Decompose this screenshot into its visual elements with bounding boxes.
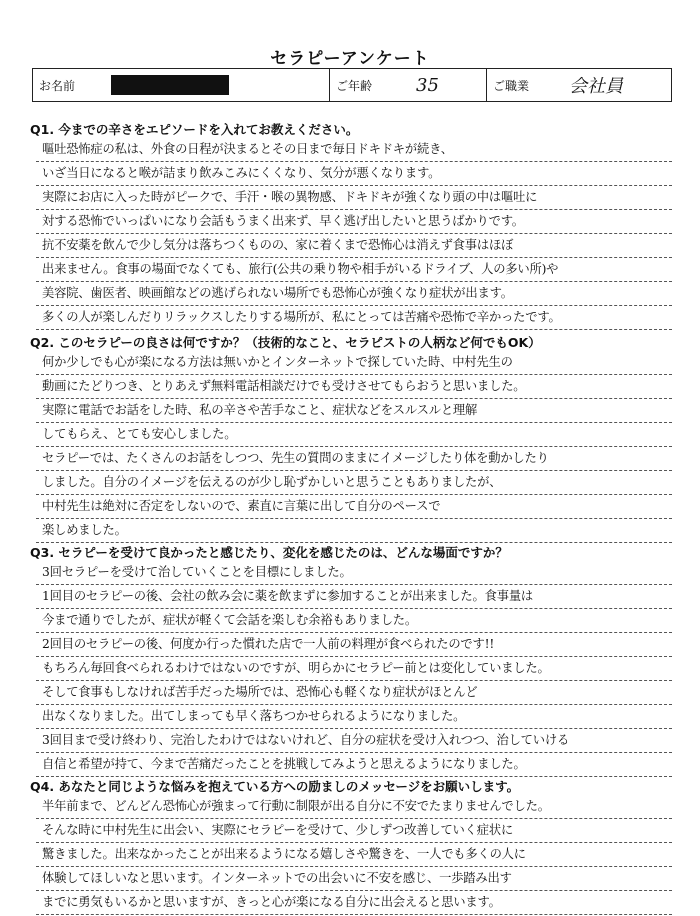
answer-line: 自信と希望が持て、今まで苦痛だったことを挑戦してみようと思えるようになりました。 [36,753,672,777]
name-redaction [111,75,229,95]
answer-2 [36,351,672,543]
answer-line: 出なくなりました。出てしまっても早く落ちつかせられるようになりました。 [36,705,672,729]
answer-line: 2回目のセラピーの後、何度か行った慣れた店で一人前の料理が食べられたのです!! [36,633,672,657]
answer-line: そして食事もしなければ苦手だった場所では、恐怖心も軽くなり症状がほとんど [36,681,672,705]
answer-line: 実際にお店に入った時がピークで、手汗・喉の異物感、ドキドキが強くなり頭の中は嘔吐に [36,186,672,210]
answer-line: 何か少しでも心が楽になる方法は無いかとインターネットで探していた時、中村先生の [36,351,672,375]
age-value: 35 [416,74,439,96]
question-4-label: Q4. あなたと同じような悩みを抱えている方への励ましのメッセージをお願いします。 [30,779,520,794]
answer-line: そんな時に中村先生に出会い、実際にセラピーを受けて、少しずつ改善していく症状に [36,819,672,843]
answer-line: 出来ません。食事の場面でなくても、旅行(公共の乗り物や相手がいるドライブ、人の多い所)や [36,258,672,282]
answer-line: 対する恐怖でいっぱいになり会話もうまく出来ず、早く逃げ出したいと思うばかりです。 [36,210,672,234]
answer-line: 体験してほしいなと思います。インターネットでの出会いに不安を感じ、一歩踏み出す [36,867,672,891]
job-value: 会社員 [569,76,623,97]
answer-4 [36,795,672,915]
name-value [101,69,329,101]
answer-line: 嘔吐恐怖症の私は、外食の日程が決まるとその日まで毎日ドキドキが続き、 [36,138,672,162]
answer-3 [36,561,672,777]
name-label: お名前 [39,78,76,93]
answer-line: 抗不安薬を飲んで少し気分は落ちつくものの、家に着くまで恐怖心は消えず食事はほぼ [36,234,672,258]
job-label: ご職業 [486,69,559,101]
answer-line: セラピーでは、たくさんのお話をしつつ、先生の質問のままにイメージしたり体を動かしたり [36,447,672,471]
age-label: ご年齢 [329,69,406,101]
answer-line: 驚きました。出来なかったことが出来るようになる嬉しさや驚きを、一人でも多くの人に [36,843,672,867]
question-2-label: Q2. このセラピーの良さは何ですか？（技術的なこと、セラピストの人柄など何でもOK） [30,335,541,350]
answer-line: もちろん毎回食べられるわけではないのですが、明らかにセラピー前とは変化していました。 [36,657,672,681]
answer-line: いざ当日になると喉が詰まり飲みこみにくくなり、気分が悪くなります。 [36,162,672,186]
answer-line: 美容院、歯医者、映画館などの逃げられない場所でも恐怖心が強くなり症状が出ます。 [36,282,672,306]
respondent-info-row [32,68,672,102]
answer-line: 多くの人が楽しんだりリラックスしたりする場所が、私にとっては苦痛や恐怖で辛かったです。 [36,306,672,330]
answer-line: 中村先生は絶対に否定をしないので、素直に言葉に出して自分のペースで [36,495,672,519]
form-title: セラピーアンケート [270,49,430,69]
answer-line: 3回目まで受け終わり、完治したわけではないけれど、自分の症状を受け入れつつ、治していける [36,729,672,753]
answer-line: 今まで通りでしたが、症状が軽くて会話を楽しむ余裕もありました。 [36,609,672,633]
answer-line: 1回目のセラピーの後、会社の飲み会に薬を飲まずに参加することが出来ました。食事量は [36,585,672,609]
answer-line: してもらえ、とても安心しました。 [36,423,672,447]
answer-line: しました。自分のイメージを伝えるのが少し恥ずかしいと思うこともありましたが、 [36,471,672,495]
answer-line: 3回セラピーを受けて治していくことを目標にしました。 [36,561,672,585]
answer-line: までに勇気もいるかと思いますが、きっと心が楽になる自分に出会えると思います。 [36,891,672,915]
answer-line: 楽しめました。 [36,519,672,543]
question-3-label: Q3. セラピーを受けて良かったと感じたり、変化を感じたのは、どんな場面ですか？ [30,545,508,560]
answer-line: 動画にたどりつき、とりあえず無料電話相談だけでも受けさせてもらおうと思いました。 [36,375,672,399]
question-1-label: Q1. 今までの辛さをエピソードを入れてお教えください。 [30,122,359,137]
answer-1 [36,138,672,330]
answer-line: 実際に電話でお話をした時、私の辛さや苦手なこと、症状などをスルスルと理解 [36,399,672,423]
answer-line: 半年前まで、どんどん恐怖心が強まって行動に制限が出る自分に不安でたまりませんでした。 [36,795,672,819]
